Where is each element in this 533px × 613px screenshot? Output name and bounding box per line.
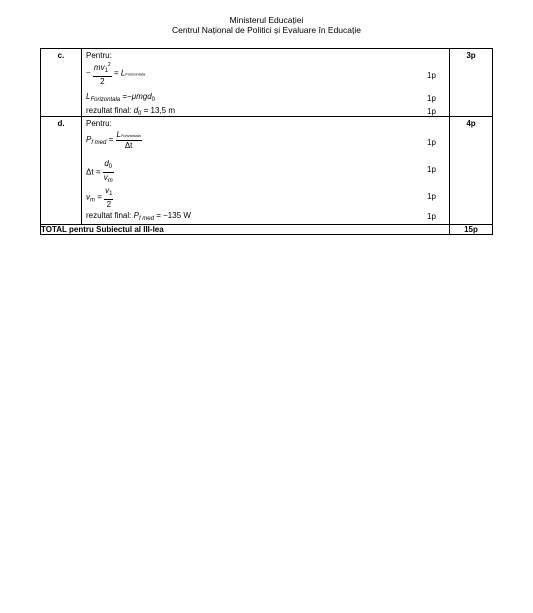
table-row-c [41, 49, 493, 117]
total-points: 15p [450, 225, 493, 235]
header-ministry: Ministerul Educației [229, 15, 304, 25]
result-d: rezultat final: $P_{f med} = -135$ W [86, 211, 191, 222]
fraction: $\frac{d_0}{v_m}$ [103, 159, 113, 184]
result-c: rezultat final: $d_0 = 13,5$ m [86, 106, 175, 117]
score: 1p [427, 138, 436, 147]
row-content-d [82, 117, 450, 225]
total-label: TOTAL pentru Subiectul al III-lea [41, 225, 450, 235]
equation-velocity: $v_m$ = $\frac{v_1}{2}$ [86, 186, 113, 209]
row-points-c: 3p [450, 49, 493, 117]
score: 1p [427, 107, 436, 116]
fraction: $\frac{mv_1^2}{2}$ [93, 62, 111, 86]
row-label-d: d. [41, 117, 82, 225]
score: 1p [427, 71, 436, 80]
pentru-label: Pentru: [86, 119, 112, 128]
equation-power: $P_{f med}$ = $\frac{\text{LForizontala}}{\Delta t}$ [86, 130, 141, 150]
row-points-d: 4p [450, 117, 493, 225]
pentru-label: Pentru: [86, 51, 112, 60]
equation-kinetic: − $\frac{mv_1^2}{2}$ = LForizontala [86, 62, 146, 86]
row-content-c [82, 49, 450, 117]
score: 1p [427, 94, 436, 103]
total-row [41, 225, 493, 235]
header-center: Centrul Național de Politici și Evaluare în Educație [172, 25, 361, 35]
score: 1p [427, 212, 436, 221]
score: 1p [427, 165, 436, 174]
table-row-d [41, 117, 493, 225]
page-header [0, 15, 533, 35]
equation-time: Δt = $\frac{d_0}{v_m}$ [86, 159, 113, 184]
score: 1p [427, 192, 436, 201]
fraction: $\frac{v_1}{2}$ [105, 186, 113, 209]
grading-table [40, 48, 493, 235]
fraction: $\frac{\text{LForizontala}}{\Delta t}$ [116, 130, 141, 150]
equation-work: $L_{Forizontala} =-\mu mgd_0$ [86, 92, 156, 103]
row-label-c: c. [41, 49, 82, 117]
